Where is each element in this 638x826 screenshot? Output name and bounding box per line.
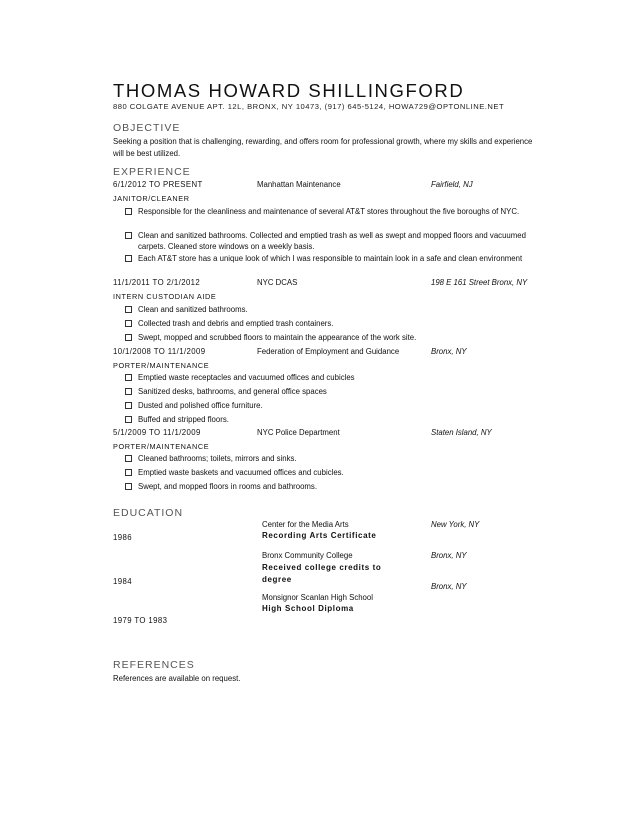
- job-title: PORTER/MAINTENANCE: [113, 361, 210, 370]
- job-bullet: [125, 206, 540, 217]
- checkbox-bullet-icon: [125, 320, 132, 327]
- education-year: 1979 TO 1983: [113, 616, 168, 625]
- job-employer: Manhattan Maintenance: [257, 180, 341, 189]
- job-dates: 10/1/2008 TO 11/1/2009: [113, 347, 206, 356]
- checkbox-bullet-icon: [125, 306, 132, 313]
- job-bullet-text: Sanitized desks, bathrooms, and general office spaces: [138, 387, 327, 396]
- candidate-name: THOMAS HOWARD SHILLINGFORD: [113, 80, 465, 101]
- education-location: Bronx, NY: [431, 551, 467, 560]
- job-employer: NYC Police Department: [257, 428, 340, 437]
- job-bullet-text: Buffed and stripped floors.: [138, 415, 229, 424]
- job-bullet: [125, 414, 540, 425]
- job-employer: NYC DCAS: [257, 278, 298, 287]
- job-bullet-text: Cleaned bathrooms; toilets, mirrors and sinks.: [138, 454, 297, 463]
- education-location: New York, NY: [431, 520, 480, 529]
- checkbox-bullet-icon: [125, 208, 132, 215]
- job-bullet-text: Clean and sanitized bathrooms. Collected and emptied trash as well as swept and mopped floors and vacuumed carpets. Cleaned store windows on a weekly basis.: [138, 231, 526, 252]
- references-heading: REFERENCES: [113, 659, 195, 671]
- education-heading: EDUCATION: [113, 507, 184, 519]
- job-location: 198 E 161 Street Bronx, NY: [431, 278, 528, 287]
- job-dates: 6/1/2012 TO PRESENT: [113, 180, 203, 189]
- education-year: 1986: [113, 533, 132, 542]
- education-location: Bronx, NY: [431, 582, 467, 591]
- job-bullet: [125, 400, 540, 411]
- job-title: PORTER/MAINTENANCE: [113, 442, 210, 451]
- job-bullet-text: Each AT&T store has a unique look of which I was responsible to maintain look in a safe and clean environment: [138, 254, 523, 263]
- job-bullet: [125, 386, 540, 397]
- job-location: Bronx, NY: [431, 347, 467, 356]
- job-bullet-text: Swept, and mopped floors in rooms and bathrooms.: [138, 482, 317, 491]
- job-bullet: [125, 453, 540, 464]
- job-bullet-text: Responsible for the cleanliness and maintenance of several AT&T stores throughout the five boroughs of NYC.: [138, 207, 520, 216]
- education-degree: High School Diploma: [262, 604, 354, 613]
- job-dates: 5/1/2009 TO 11/1/2009: [113, 428, 201, 437]
- education-year: 1984: [113, 577, 132, 586]
- checkbox-bullet-icon: [125, 455, 132, 462]
- checkbox-bullet-icon: [125, 232, 132, 239]
- job-bullet-text: Swept, mopped and scrubbed floors to maintain the appearance of the work site.: [138, 333, 417, 342]
- contact-line: 880 COLGATE AVENUE APT. 12L, BRONX, NY 10473, (917) 645-5124, HOWA729@OPTONLINE.NET: [113, 102, 505, 111]
- job-title: INTERN CUSTODIAN AIDE: [113, 292, 217, 301]
- job-bullet: [125, 318, 540, 329]
- experience-heading: EXPERIENCE: [113, 166, 191, 178]
- job-employer: Federation of Employment and Guidance: [257, 347, 400, 356]
- education-school: Bronx Community College: [262, 551, 353, 560]
- job-bullet: [125, 304, 540, 315]
- checkbox-bullet-icon: [125, 388, 132, 395]
- job-bullet-text: Clean and sanitized bathrooms.: [138, 305, 248, 314]
- objective-heading: OBJECTIVE: [113, 122, 181, 134]
- job-dates: 11/1/2011 TO 2/1/2012: [113, 278, 201, 287]
- job-location: Fairfield, NJ: [431, 180, 473, 189]
- checkbox-bullet-icon: [125, 402, 132, 409]
- checkbox-bullet-icon: [125, 374, 132, 381]
- job-bullet-text: Collected trash and debris and emptied trash containers.: [138, 319, 334, 328]
- checkbox-bullet-icon: [125, 483, 132, 490]
- job-bullet: [125, 332, 540, 343]
- job-bullet-text: Emptied waste baskets and vacuumed offices and cubicles.: [138, 468, 344, 477]
- job-bullet-text: Dusted and polished office furniture.: [138, 401, 263, 410]
- education-school: Center for the Media Arts: [262, 520, 349, 529]
- objective-text: Seeking a position that is challenging, rewarding, and offers room for professional growth, where my skills and experience will be best utilized.: [113, 137, 533, 158]
- education-school: Monsignor Scanlan High School: [262, 593, 373, 602]
- references-text: References are available on request.: [113, 674, 241, 683]
- job-bullet: [125, 467, 540, 478]
- job-bullet: [125, 481, 540, 492]
- education-degree: Received college credits to degree: [262, 563, 382, 584]
- checkbox-bullet-icon: [125, 469, 132, 476]
- job-bullet: [125, 253, 540, 264]
- job-bullet: [125, 230, 540, 253]
- checkbox-bullet-icon: [125, 334, 132, 341]
- checkbox-bullet-icon: [125, 416, 132, 423]
- checkbox-bullet-icon: [125, 255, 132, 262]
- job-bullet: [125, 372, 540, 383]
- job-location: Staten Island, NY: [431, 428, 492, 437]
- job-title: JANITOR/CLEANER: [113, 194, 190, 203]
- education-degree: Recording Arts Certificate: [262, 531, 377, 540]
- job-bullet-text: Emptied waste receptacles and vacuumed offices and cubicles: [138, 373, 355, 382]
